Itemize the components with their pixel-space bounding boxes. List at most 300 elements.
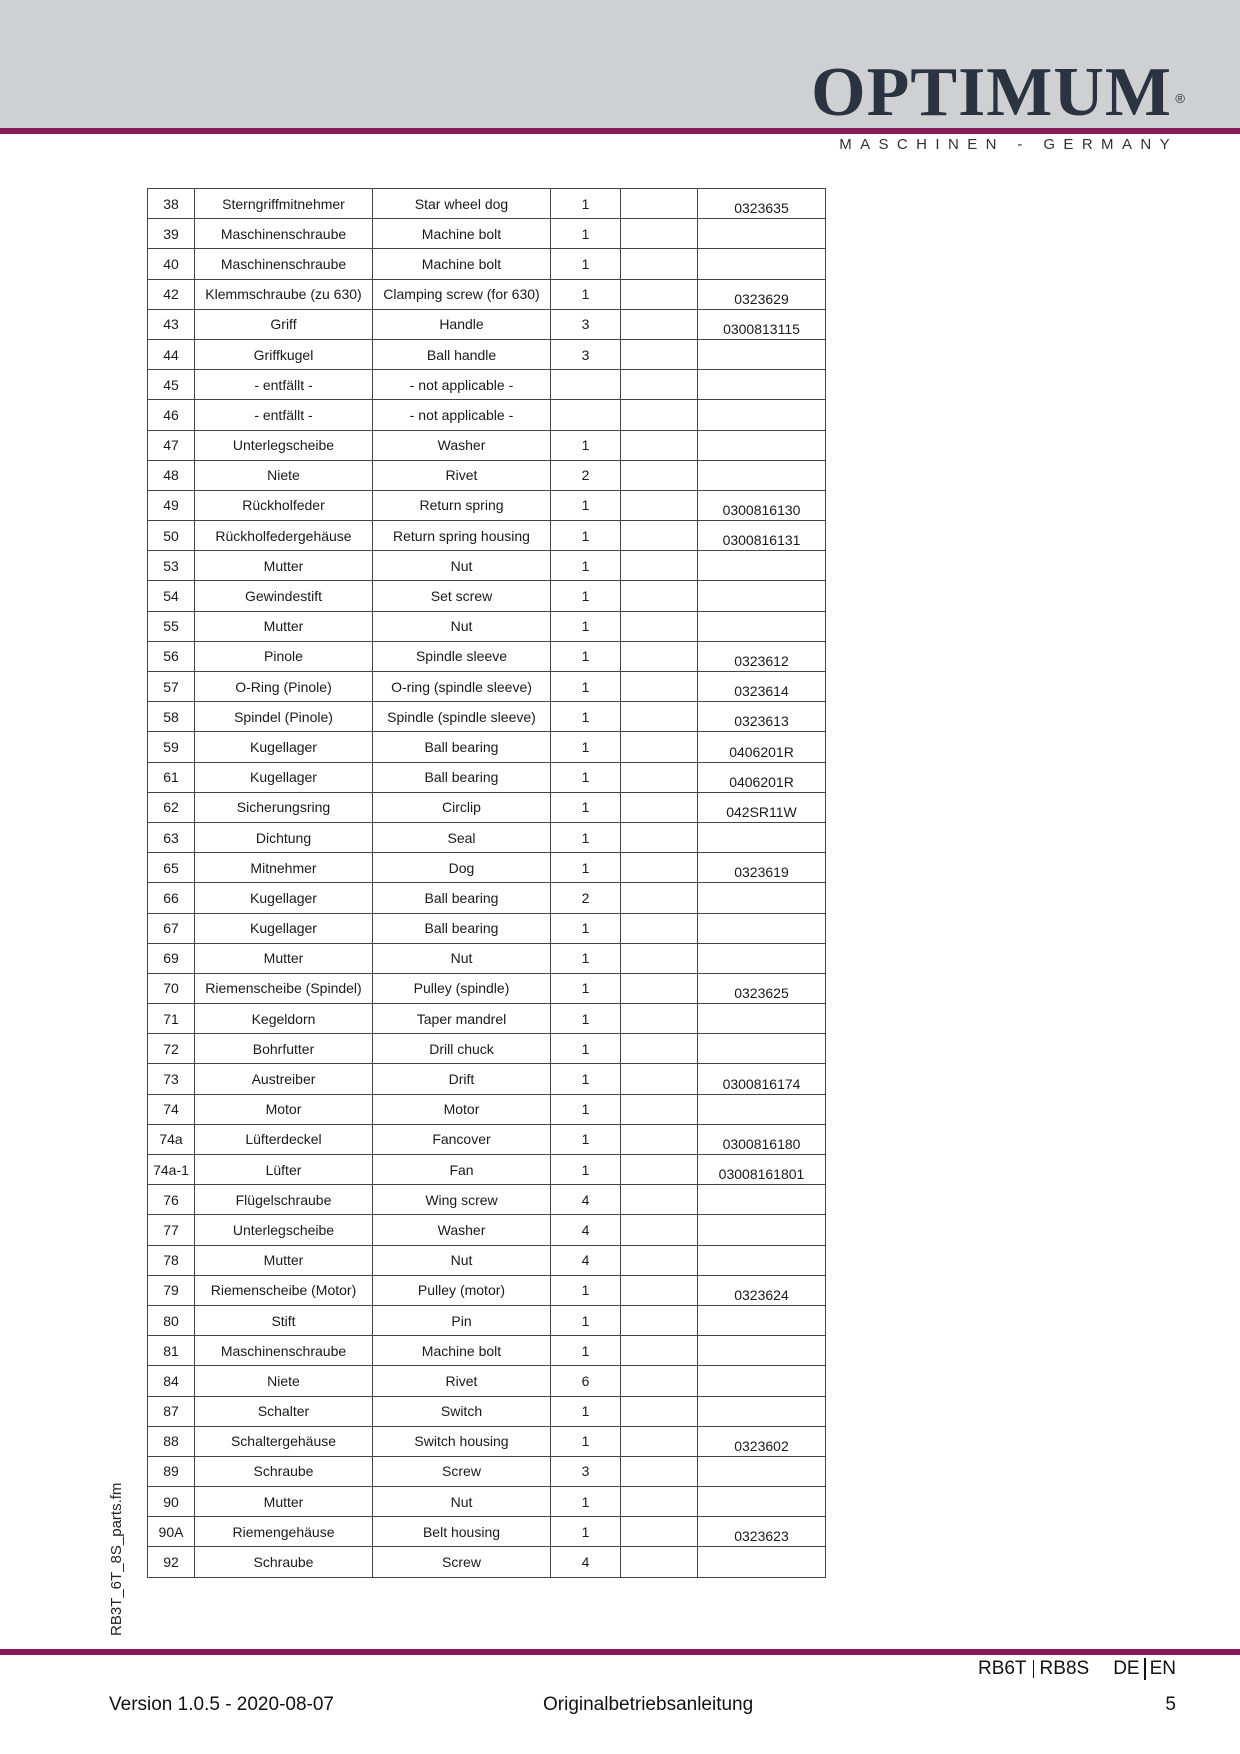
position-cell: 58	[148, 702, 195, 732]
item-number-cell	[698, 581, 826, 611]
size-cell	[621, 762, 698, 792]
logo-subtitle: MASCHINEN - GERMANY	[839, 136, 1178, 153]
item-number-cell: 0300816180	[698, 1124, 826, 1154]
size-cell	[621, 1487, 698, 1517]
item-number-cell	[698, 1185, 826, 1215]
item-number-cell: 0323623	[698, 1517, 826, 1547]
english-name-cell: Return spring	[373, 490, 551, 520]
quantity-cell: 4	[551, 1547, 621, 1577]
quantity-cell: 1	[551, 521, 621, 551]
position-cell: 39	[148, 219, 195, 249]
quantity-cell: 1	[551, 1396, 621, 1426]
table-row	[148, 1275, 826, 1305]
position-cell: 63	[148, 822, 195, 852]
item-number-cell	[698, 1034, 826, 1064]
table-row	[148, 1396, 826, 1426]
registered-mark: ®	[1175, 91, 1186, 106]
size-cell	[621, 1124, 698, 1154]
table-row	[148, 1426, 826, 1456]
size-cell	[621, 1215, 698, 1245]
position-cell: 42	[148, 279, 195, 309]
table-row	[148, 672, 826, 702]
model-separator	[1033, 1660, 1034, 1678]
size-cell	[621, 1004, 698, 1034]
german-name-cell: Pinole	[195, 641, 373, 671]
german-name-cell: Bohrfutter	[195, 1034, 373, 1064]
english-name-cell: Pulley (motor)	[373, 1275, 551, 1305]
model-name-a: RB6T	[977, 1658, 1027, 1679]
german-name-cell: Kugellager	[195, 913, 373, 943]
quantity-cell: 1	[551, 611, 621, 641]
german-name-cell: Maschinenschraube	[195, 1336, 373, 1366]
table-row	[148, 792, 826, 822]
quantity-cell	[551, 370, 621, 400]
position-cell: 81	[148, 1336, 195, 1366]
position-cell: 47	[148, 430, 195, 460]
quantity-cell	[551, 400, 621, 430]
position-cell: 57	[148, 672, 195, 702]
table-row	[148, 1004, 826, 1034]
english-name-cell: Ball bearing	[373, 883, 551, 913]
english-name-cell: Nut	[373, 943, 551, 973]
table-row	[148, 490, 826, 520]
position-cell: 40	[148, 249, 195, 279]
position-cell: 49	[148, 490, 195, 520]
german-name-cell: Dichtung	[195, 822, 373, 852]
quantity-cell: 1	[551, 279, 621, 309]
quantity-cell: 1	[551, 1124, 621, 1154]
english-name-cell: Drift	[373, 1064, 551, 1094]
english-name-cell: Nut	[373, 1487, 551, 1517]
logo-wordmark	[811, 54, 1186, 131]
item-number-cell	[698, 943, 826, 973]
size-cell	[621, 279, 698, 309]
quantity-cell: 1	[551, 1034, 621, 1064]
item-number-cell	[698, 551, 826, 581]
size-cell	[621, 702, 698, 732]
table-row	[148, 1064, 826, 1094]
english-name-cell: Ball bearing	[373, 762, 551, 792]
position-cell: 77	[148, 1215, 195, 1245]
position-cell: 90A	[148, 1517, 195, 1547]
table-row	[148, 913, 826, 943]
table-row	[148, 339, 826, 369]
size-cell	[621, 641, 698, 671]
size-cell	[621, 249, 698, 279]
position-cell: 79	[148, 1275, 195, 1305]
german-name-cell: Mitnehmer	[195, 853, 373, 883]
german-name-cell: Gewindestift	[195, 581, 373, 611]
table-row	[148, 1366, 826, 1396]
quantity-cell: 1	[551, 853, 621, 883]
english-name-cell: - not applicable -	[373, 370, 551, 400]
english-name-cell: Washer	[373, 430, 551, 460]
model-name-b: RB8S	[1039, 1658, 1090, 1679]
position-cell: 54	[148, 581, 195, 611]
german-name-cell: Mutter	[195, 611, 373, 641]
german-name-cell: Unterlegscheibe	[195, 1215, 373, 1245]
german-name-cell: Riemengehäuse	[195, 1517, 373, 1547]
position-cell: 46	[148, 400, 195, 430]
position-cell: 84	[148, 1366, 195, 1396]
table-row	[148, 1215, 826, 1245]
quantity-cell: 1	[551, 219, 621, 249]
position-cell: 65	[148, 853, 195, 883]
table-row	[148, 430, 826, 460]
position-cell: 53	[148, 551, 195, 581]
position-cell: 90	[148, 1487, 195, 1517]
quantity-cell: 1	[551, 1275, 621, 1305]
quantity-cell: 1	[551, 1155, 621, 1185]
german-name-cell: Niete	[195, 1366, 373, 1396]
quantity-cell: 1	[551, 1305, 621, 1335]
size-cell	[621, 1245, 698, 1275]
size-cell	[621, 581, 698, 611]
english-name-cell: Ball bearing	[373, 732, 551, 762]
german-name-cell: Kugellager	[195, 762, 373, 792]
german-name-cell: Klemmschraube (zu 630)	[195, 279, 373, 309]
footer-rule	[0, 1649, 1240, 1655]
quantity-cell: 3	[551, 1456, 621, 1486]
item-number-cell: 0323612	[698, 641, 826, 671]
size-cell	[621, 1305, 698, 1335]
german-name-cell: Austreiber	[195, 1064, 373, 1094]
size-cell	[621, 943, 698, 973]
table-row	[148, 370, 826, 400]
english-name-cell: Motor	[373, 1094, 551, 1124]
model-indicator	[978, 1658, 1176, 1680]
german-name-cell: Schalter	[195, 1396, 373, 1426]
quantity-cell: 1	[551, 732, 621, 762]
size-cell	[621, 400, 698, 430]
size-cell	[621, 1517, 698, 1547]
english-name-cell: Spindle sleeve	[373, 641, 551, 671]
english-name-cell: Ball bearing	[373, 913, 551, 943]
table-row	[148, 762, 826, 792]
table-row	[148, 822, 826, 852]
item-number-cell	[698, 460, 826, 490]
quantity-cell: 3	[551, 339, 621, 369]
english-name-cell: Return spring housing	[373, 521, 551, 551]
quantity-cell: 1	[551, 641, 621, 671]
english-name-cell: Set screw	[373, 581, 551, 611]
size-cell	[621, 1185, 698, 1215]
position-cell: 70	[148, 973, 195, 1003]
german-name-cell: Niete	[195, 460, 373, 490]
page-number: 5	[1165, 1694, 1176, 1715]
language-separator	[1144, 1658, 1146, 1680]
size-cell	[621, 1456, 698, 1486]
quantity-cell: 1	[551, 943, 621, 973]
size-cell	[621, 430, 698, 460]
quantity-cell: 1	[551, 189, 621, 219]
item-number-cell: 03008161801	[698, 1155, 826, 1185]
table-row	[148, 1487, 826, 1517]
size-cell	[621, 822, 698, 852]
german-name-cell: Stift	[195, 1305, 373, 1335]
item-number-cell: 0323625	[698, 973, 826, 1003]
english-name-cell: Fan	[373, 1155, 551, 1185]
item-number-cell	[698, 1336, 826, 1366]
size-cell	[621, 1547, 698, 1577]
quantity-cell: 2	[551, 460, 621, 490]
position-cell: 45	[148, 370, 195, 400]
item-number-cell	[698, 883, 826, 913]
position-cell: 80	[148, 1305, 195, 1335]
quantity-cell: 1	[551, 762, 621, 792]
position-cell: 69	[148, 943, 195, 973]
quantity-cell: 1	[551, 702, 621, 732]
size-cell	[621, 1094, 698, 1124]
english-name-cell: Rivet	[373, 1366, 551, 1396]
size-cell	[621, 309, 698, 339]
item-number-cell	[698, 1094, 826, 1124]
quantity-cell: 1	[551, 490, 621, 520]
item-number-cell	[698, 1547, 826, 1577]
quantity-cell: 1	[551, 1094, 621, 1124]
size-cell	[621, 973, 698, 1003]
item-number-cell: 0323629	[698, 279, 826, 309]
size-cell	[621, 1034, 698, 1064]
english-name-cell: Drill chuck	[373, 1034, 551, 1064]
table-row	[148, 249, 826, 279]
english-name-cell: Pulley (spindle)	[373, 973, 551, 1003]
size-cell	[621, 883, 698, 913]
item-number-cell	[698, 339, 826, 369]
table-row	[148, 1245, 826, 1275]
size-cell	[621, 370, 698, 400]
file-name-label: RB3T_6T_8S_parts.fm	[108, 1482, 125, 1636]
english-name-cell: Rivet	[373, 460, 551, 490]
size-cell	[621, 913, 698, 943]
position-cell: 59	[148, 732, 195, 762]
size-cell	[621, 460, 698, 490]
quantity-cell: 4	[551, 1185, 621, 1215]
german-name-cell: Mutter	[195, 1487, 373, 1517]
english-name-cell: Machine bolt	[373, 219, 551, 249]
english-name-cell: Machine bolt	[373, 1336, 551, 1366]
position-cell: 74a-1	[148, 1155, 195, 1185]
item-number-cell	[698, 219, 826, 249]
quantity-cell: 1	[551, 581, 621, 611]
table-row	[148, 641, 826, 671]
table-row	[148, 943, 826, 973]
table-row	[148, 973, 826, 1003]
item-number-cell: 0323602	[698, 1426, 826, 1456]
quantity-cell: 1	[551, 792, 621, 822]
english-name-cell: Ball handle	[373, 339, 551, 369]
table-row	[148, 732, 826, 762]
english-name-cell: Nut	[373, 611, 551, 641]
size-cell	[621, 339, 698, 369]
position-cell: 73	[148, 1064, 195, 1094]
german-name-cell: Lüfter	[195, 1155, 373, 1185]
table-row	[148, 1305, 826, 1335]
german-name-cell: Riemenscheibe (Motor)	[195, 1275, 373, 1305]
manual-title: Originalbetriebsanleitung	[543, 1694, 754, 1715]
size-cell	[621, 1336, 698, 1366]
table-row	[148, 551, 826, 581]
table-row	[148, 1185, 826, 1215]
table-row	[148, 1456, 826, 1486]
parts-table-body	[148, 189, 826, 1578]
table-row	[148, 702, 826, 732]
german-name-cell: - entfällt -	[195, 400, 373, 430]
german-name-cell: Maschinenschraube	[195, 219, 373, 249]
position-cell: 78	[148, 1245, 195, 1275]
position-cell: 88	[148, 1426, 195, 1456]
parts-table	[147, 188, 826, 1578]
item-number-cell	[698, 1456, 826, 1486]
position-cell: 74a	[148, 1124, 195, 1154]
item-number-cell: 042SR11W	[698, 792, 826, 822]
size-cell	[621, 521, 698, 551]
item-number-cell	[698, 1396, 826, 1426]
table-row	[148, 1124, 826, 1154]
english-name-cell: O-ring (spindle sleeve)	[373, 672, 551, 702]
table-row	[148, 1155, 826, 1185]
position-cell: 62	[148, 792, 195, 822]
german-name-cell: - entfällt -	[195, 370, 373, 400]
table-row	[148, 1517, 826, 1547]
quantity-cell: 1	[551, 430, 621, 460]
table-row	[148, 853, 826, 883]
german-name-cell: Maschinenschraube	[195, 249, 373, 279]
german-name-cell: Sterngriffmitnehmer	[195, 189, 373, 219]
item-number-cell	[698, 1245, 826, 1275]
language-en: EN	[1149, 1658, 1176, 1679]
german-name-cell: Rückholfedergehäuse	[195, 521, 373, 551]
german-name-cell: Schraube	[195, 1456, 373, 1486]
item-number-cell	[698, 1487, 826, 1517]
item-number-cell	[698, 611, 826, 641]
table-row	[148, 521, 826, 551]
table-row	[148, 460, 826, 490]
english-name-cell: Pin	[373, 1305, 551, 1335]
german-name-cell: Kugellager	[195, 883, 373, 913]
item-number-cell	[698, 913, 826, 943]
item-number-cell: 0323614	[698, 672, 826, 702]
english-name-cell: Nut	[373, 1245, 551, 1275]
english-name-cell: Screw	[373, 1456, 551, 1486]
quantity-cell: 1	[551, 1487, 621, 1517]
item-number-cell: 0406201R	[698, 762, 826, 792]
german-name-cell: Spindel (Pinole)	[195, 702, 373, 732]
size-cell	[621, 551, 698, 581]
item-number-cell	[698, 1215, 826, 1245]
table-row	[148, 581, 826, 611]
position-cell: 67	[148, 913, 195, 943]
size-cell	[621, 1366, 698, 1396]
item-number-cell: 0300816130	[698, 490, 826, 520]
size-cell	[621, 1426, 698, 1456]
item-number-cell	[698, 1366, 826, 1396]
english-name-cell: Machine bolt	[373, 249, 551, 279]
item-number-cell	[698, 370, 826, 400]
english-name-cell: Washer	[373, 1215, 551, 1245]
item-number-cell: 0323613	[698, 702, 826, 732]
position-cell: 89	[148, 1456, 195, 1486]
german-name-cell: Griffkugel	[195, 339, 373, 369]
quantity-cell: 1	[551, 1064, 621, 1094]
table-row	[148, 1336, 826, 1366]
english-name-cell: Spindle (spindle sleeve)	[373, 702, 551, 732]
english-name-cell: Taper mandrel	[373, 1004, 551, 1034]
item-number-cell	[698, 1004, 826, 1034]
german-name-cell: Mutter	[195, 943, 373, 973]
size-cell	[621, 189, 698, 219]
table-row	[148, 611, 826, 641]
position-cell: 92	[148, 1547, 195, 1577]
table-row	[148, 883, 826, 913]
table-row	[148, 279, 826, 309]
german-name-cell: Kegeldorn	[195, 1004, 373, 1034]
table-row	[148, 1094, 826, 1124]
table-row	[148, 1547, 826, 1577]
size-cell	[621, 490, 698, 520]
item-number-cell: 0300816131	[698, 521, 826, 551]
german-name-cell: Griff	[195, 309, 373, 339]
english-name-cell: Seal	[373, 822, 551, 852]
item-number-cell	[698, 249, 826, 279]
position-cell: 71	[148, 1004, 195, 1034]
size-cell	[621, 792, 698, 822]
german-name-cell: Lüfterdeckel	[195, 1124, 373, 1154]
item-number-cell: 0323624	[698, 1275, 826, 1305]
german-name-cell: O-Ring (Pinole)	[195, 672, 373, 702]
quantity-cell: 1	[551, 249, 621, 279]
english-name-cell: Handle	[373, 309, 551, 339]
quantity-cell: 1	[551, 973, 621, 1003]
item-number-cell	[698, 822, 826, 852]
version-text: Version 1.0.5 - 2020-08-07	[109, 1694, 334, 1715]
size-cell	[621, 732, 698, 762]
position-cell: 56	[148, 641, 195, 671]
english-name-cell: Screw	[373, 1547, 551, 1577]
position-cell: 76	[148, 1185, 195, 1215]
german-name-cell: Kugellager	[195, 732, 373, 762]
german-name-cell: Rückholfeder	[195, 490, 373, 520]
table-row	[148, 400, 826, 430]
language-de: DE	[1113, 1658, 1140, 1679]
quantity-cell: 2	[551, 883, 621, 913]
quantity-cell: 1	[551, 1517, 621, 1547]
table-row	[148, 189, 826, 219]
position-cell: 44	[148, 339, 195, 369]
english-name-cell: Belt housing	[373, 1517, 551, 1547]
position-cell: 48	[148, 460, 195, 490]
german-name-cell: Sicherungsring	[195, 792, 373, 822]
english-name-cell: - not applicable -	[373, 400, 551, 430]
english-name-cell: Dog	[373, 853, 551, 883]
english-name-cell: Switch housing	[373, 1426, 551, 1456]
english-name-cell: Wing screw	[373, 1185, 551, 1215]
item-number-cell	[698, 400, 826, 430]
position-cell: 72	[148, 1034, 195, 1064]
position-cell: 50	[148, 521, 195, 551]
quantity-cell: 1	[551, 822, 621, 852]
item-number-cell: 0406201R	[698, 732, 826, 762]
item-number-cell	[698, 1305, 826, 1335]
size-cell	[621, 1396, 698, 1426]
quantity-cell: 1	[551, 672, 621, 702]
table-row	[148, 1034, 826, 1064]
position-cell: 55	[148, 611, 195, 641]
position-cell: 66	[148, 883, 195, 913]
size-cell	[621, 1275, 698, 1305]
logo-text: OPTIMUM	[811, 54, 1172, 131]
size-cell	[621, 611, 698, 641]
